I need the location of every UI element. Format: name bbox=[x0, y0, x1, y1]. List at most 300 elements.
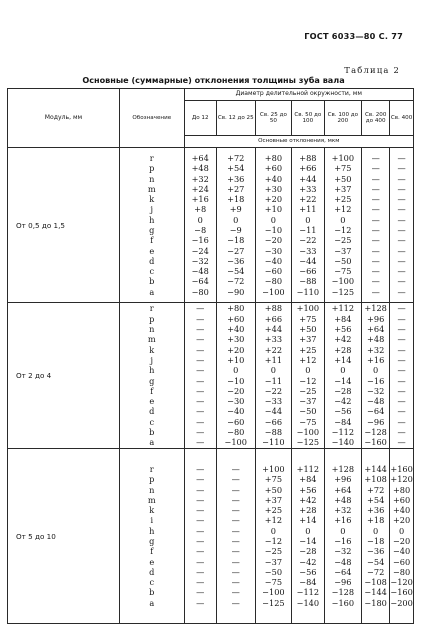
designation: m bbox=[147, 494, 156, 505]
deviation-value: −75 bbox=[264, 577, 283, 588]
deviation-value: +36 bbox=[227, 173, 245, 184]
designation: b bbox=[149, 276, 155, 287]
deviation-value: — bbox=[397, 204, 406, 215]
deviation-value: +42 bbox=[299, 494, 317, 505]
deviation-value: — bbox=[397, 385, 406, 396]
deviation-value: −160 bbox=[390, 587, 413, 598]
deviation-value: −128 bbox=[364, 426, 387, 437]
deviation-value: +128 bbox=[331, 463, 355, 474]
deviation-value: +48 bbox=[334, 494, 352, 505]
deviation-value: — bbox=[397, 286, 406, 297]
deviation-value: 0 bbox=[340, 365, 346, 376]
deviation-value: −32 bbox=[334, 546, 352, 557]
deviation-value: — bbox=[371, 235, 380, 246]
deviation-value: −64 bbox=[334, 566, 352, 577]
deviation-value: −24 bbox=[191, 245, 209, 256]
deviation-value: −12 bbox=[334, 225, 352, 235]
deviation-value: −44 bbox=[264, 406, 283, 417]
deviation-value: — bbox=[231, 515, 240, 526]
deviation-value: +20 bbox=[392, 515, 411, 526]
deviation-value: +72 bbox=[367, 484, 385, 495]
deviation-value: +60 bbox=[227, 313, 245, 324]
deviation-value: — bbox=[397, 194, 406, 205]
deviation-value: −25 bbox=[264, 546, 283, 557]
deviation-value: +100 bbox=[331, 152, 355, 163]
deviation-value: +28 bbox=[334, 344, 352, 355]
deviation-value: +128 bbox=[364, 303, 387, 314]
deviation-value: — bbox=[371, 286, 380, 297]
deviation-value: −140 bbox=[331, 437, 355, 448]
designation: h bbox=[149, 365, 155, 376]
deviation-value: −36 bbox=[367, 546, 385, 557]
deviation-value: — bbox=[397, 354, 406, 365]
deviation-value: +25 bbox=[264, 505, 283, 516]
deviation-value: +56 bbox=[334, 324, 352, 335]
deviation-table bbox=[7, 88, 414, 624]
designation: c bbox=[149, 416, 155, 427]
deviation-value: — bbox=[196, 396, 205, 407]
deviation-value: +44 bbox=[264, 324, 283, 335]
deviation-value: −80 bbox=[191, 286, 209, 297]
deviation-value: — bbox=[231, 484, 240, 495]
deviation-value: −40 bbox=[264, 255, 283, 266]
deviation-value: −20 bbox=[227, 385, 245, 396]
designation: r bbox=[149, 303, 154, 314]
deviation-value: −88 bbox=[299, 276, 317, 287]
deviation-value: −28 bbox=[334, 385, 352, 396]
designation: n bbox=[149, 173, 155, 184]
designation: h bbox=[149, 525, 155, 536]
deviation-value: −112 bbox=[331, 426, 355, 437]
deviation-value: — bbox=[397, 334, 406, 345]
deviation-value: +64 bbox=[334, 484, 352, 495]
deviation-value: −88 bbox=[264, 426, 283, 437]
deviation-value: +12 bbox=[264, 515, 283, 526]
deviation-value: −56 bbox=[334, 406, 352, 417]
deviation-value: +88 bbox=[299, 152, 317, 163]
deviation-value: −112 bbox=[296, 587, 320, 598]
deviation-value: +42 bbox=[334, 334, 352, 345]
deviation-value: — bbox=[397, 163, 406, 174]
deviation-value: +50 bbox=[264, 484, 283, 495]
deviation-value: — bbox=[196, 494, 205, 505]
deviation-value: −11 bbox=[264, 375, 283, 386]
deviation-value: −42 bbox=[299, 556, 317, 567]
module-range: От 2 до 4 bbox=[8, 303, 120, 449]
designation: f bbox=[150, 235, 154, 246]
deviation-value: — bbox=[196, 463, 205, 474]
designation: d bbox=[149, 255, 155, 266]
deviation-value: +72 bbox=[227, 152, 245, 163]
deviation-value: −66 bbox=[264, 416, 283, 427]
deviation-value: — bbox=[371, 214, 380, 225]
header-range: Св. 25 до 50 bbox=[255, 101, 292, 136]
designation: g bbox=[149, 536, 155, 546]
deviation-value: +100 bbox=[262, 463, 285, 474]
designation: r bbox=[149, 152, 154, 163]
deviation-value: −200 bbox=[390, 597, 413, 608]
deviation-value: −100 bbox=[331, 276, 355, 287]
deviation-value: +64 bbox=[367, 324, 385, 335]
deviation-value: — bbox=[231, 577, 240, 588]
deviation-value: −14 bbox=[334, 375, 352, 386]
deviation-value: −144 bbox=[364, 587, 387, 598]
deviation-value: +22 bbox=[264, 344, 283, 355]
deviation-value: +30 bbox=[227, 334, 245, 345]
deviation-value: — bbox=[196, 525, 205, 536]
deviation-value: — bbox=[371, 245, 380, 256]
deviation-value: −96 bbox=[334, 577, 352, 588]
deviation-value: +40 bbox=[227, 324, 245, 335]
deviation-value: −84 bbox=[334, 416, 352, 427]
deviation-value: — bbox=[397, 375, 406, 386]
designation: k bbox=[149, 194, 155, 205]
deviation-value: — bbox=[231, 505, 240, 516]
deviation-value: +50 bbox=[299, 324, 317, 335]
designation: r bbox=[149, 463, 154, 474]
deviation-value: +33 bbox=[299, 183, 317, 194]
deviation-value: 0 bbox=[305, 214, 311, 225]
deviation-value: — bbox=[231, 597, 240, 608]
deviation-value: −9 bbox=[229, 225, 242, 235]
designation: m bbox=[147, 183, 156, 194]
deviation-value: −16 bbox=[191, 235, 209, 246]
designation: p bbox=[149, 163, 155, 174]
deviation-value: −16 bbox=[334, 536, 352, 546]
deviation-value: +16 bbox=[334, 515, 352, 526]
deviation-value: — bbox=[231, 474, 240, 485]
deviation-value: −80 bbox=[264, 276, 283, 287]
deviation-column bbox=[362, 148, 390, 303]
deviation-value: −32 bbox=[191, 255, 209, 266]
deviation-value: −33 bbox=[264, 396, 283, 407]
designation: j bbox=[150, 204, 154, 215]
deviation-value: — bbox=[397, 426, 406, 437]
deviation-value: +14 bbox=[299, 515, 317, 526]
deviation-value: −18 bbox=[227, 235, 245, 246]
deviation-value: — bbox=[397, 406, 406, 417]
deviation-value: +10 bbox=[227, 354, 245, 365]
designation: f bbox=[150, 385, 154, 396]
deviation-column bbox=[390, 148, 414, 303]
deviation-value: −48 bbox=[334, 556, 352, 567]
deviation-value: +160 bbox=[390, 463, 413, 474]
deviation-column bbox=[324, 449, 362, 624]
deviation-value: 0 bbox=[340, 214, 346, 225]
deviation-value: −100 bbox=[262, 286, 285, 297]
header-range: Св. 100 до 200 bbox=[324, 101, 362, 136]
deviation-value: — bbox=[397, 183, 406, 194]
deviation-value: 0 bbox=[398, 525, 405, 536]
deviation-value: — bbox=[371, 183, 380, 194]
deviation-value: 0 bbox=[270, 214, 277, 225]
deviation-value: +54 bbox=[227, 163, 245, 174]
deviation-value: −140 bbox=[296, 597, 320, 608]
deviation-value: — bbox=[196, 324, 205, 335]
deviation-value: +18 bbox=[367, 515, 385, 526]
designation: e bbox=[149, 556, 155, 567]
deviation-value: −20 bbox=[392, 536, 411, 546]
deviation-value: — bbox=[196, 556, 205, 567]
deviation-value: +37 bbox=[299, 334, 317, 345]
designation: g bbox=[149, 225, 155, 235]
module-range: От 5 до 10 bbox=[8, 449, 120, 624]
deviation-value: — bbox=[196, 437, 205, 448]
designation: d bbox=[149, 406, 155, 417]
deviation-value: — bbox=[371, 194, 380, 205]
deviation-value: +84 bbox=[334, 313, 352, 324]
deviation-value: −10 bbox=[264, 225, 283, 235]
deviation-value: 0 bbox=[233, 365, 239, 376]
deviation-value: −10 bbox=[227, 375, 245, 386]
deviation-value: −80 bbox=[392, 566, 411, 577]
table-number: Таблица 2 bbox=[344, 65, 400, 75]
deviation-value: −27 bbox=[227, 245, 245, 256]
deviation-value: +8 bbox=[194, 204, 207, 215]
deviation-value: −56 bbox=[299, 566, 317, 577]
header-range: До 12 bbox=[184, 101, 216, 136]
deviation-value: +75 bbox=[264, 474, 283, 485]
deviation-value: — bbox=[397, 266, 406, 277]
deviation-value: +96 bbox=[334, 474, 352, 485]
deviation-value: −48 bbox=[367, 396, 385, 407]
deviation-value: −100 bbox=[262, 587, 285, 598]
deviation-value: 0 bbox=[233, 214, 239, 225]
deviation-value: — bbox=[231, 463, 240, 474]
deviation-value: +25 bbox=[299, 344, 317, 355]
designation: n bbox=[149, 484, 155, 495]
deviation-value: 0 bbox=[373, 365, 379, 376]
deviation-value: −20 bbox=[264, 235, 283, 246]
deviation-value: — bbox=[196, 546, 205, 557]
deviation-column bbox=[184, 148, 216, 303]
deviation-value: +9 bbox=[229, 204, 242, 215]
deviation-column bbox=[292, 449, 324, 624]
deviation-value: −32 bbox=[367, 385, 385, 396]
deviation-value: — bbox=[196, 597, 205, 608]
deviation-value: — bbox=[397, 365, 406, 376]
deviation-column bbox=[255, 148, 292, 303]
module-group-row bbox=[8, 449, 414, 624]
header-diameter: Диаметр делительной окружности, мм bbox=[184, 89, 413, 101]
designation: g bbox=[149, 375, 155, 386]
designation: e bbox=[149, 245, 155, 256]
deviation-value: −22 bbox=[299, 235, 317, 246]
deviation-value: — bbox=[371, 152, 380, 163]
deviation-value: −37 bbox=[299, 396, 317, 407]
deviation-value: −14 bbox=[299, 536, 317, 546]
deviation-value: — bbox=[397, 324, 406, 335]
deviation-value: — bbox=[196, 385, 205, 396]
deviation-value: −160 bbox=[364, 437, 387, 448]
deviation-value: +80 bbox=[264, 152, 283, 163]
deviation-value: — bbox=[397, 344, 406, 355]
deviation-value: +50 bbox=[334, 173, 352, 184]
deviation-value: −75 bbox=[334, 266, 352, 277]
designation: a bbox=[149, 597, 155, 608]
deviation-value: — bbox=[397, 416, 406, 427]
deviation-value: — bbox=[397, 152, 406, 163]
designation: c bbox=[149, 577, 155, 588]
designation: h bbox=[149, 214, 155, 225]
deviation-value: — bbox=[196, 375, 205, 386]
deviation-value: 0 bbox=[197, 214, 203, 225]
deviation-value: +112 bbox=[296, 463, 320, 474]
designation: a bbox=[149, 437, 155, 448]
deviation-value: −22 bbox=[264, 385, 283, 396]
designation-list bbox=[119, 303, 184, 449]
deviation-value: — bbox=[196, 313, 205, 324]
deviation-value: −96 bbox=[367, 416, 385, 427]
deviation-value: — bbox=[196, 484, 205, 495]
deviation-value: — bbox=[231, 536, 240, 546]
deviation-value: — bbox=[397, 173, 406, 184]
deviation-column bbox=[184, 303, 216, 449]
deviation-value: −28 bbox=[299, 546, 317, 557]
designation: a bbox=[149, 286, 155, 297]
deviation-column bbox=[216, 148, 255, 303]
deviation-value: −128 bbox=[331, 587, 355, 598]
deviation-value: — bbox=[397, 396, 406, 407]
header-deviations: Основные отклонения, мкм bbox=[184, 136, 413, 148]
deviation-value: −110 bbox=[262, 437, 285, 448]
designation: j bbox=[150, 354, 154, 365]
header-range: Св. 200 до 400 bbox=[362, 101, 390, 136]
deviation-value: — bbox=[196, 587, 205, 598]
designation: b bbox=[149, 426, 155, 437]
deviation-value: −66 bbox=[299, 266, 317, 277]
deviation-value: +40 bbox=[392, 505, 411, 516]
deviation-value: +80 bbox=[392, 484, 411, 495]
deviation-value: — bbox=[397, 303, 406, 314]
deviation-value: +33 bbox=[264, 334, 283, 345]
deviation-value: — bbox=[196, 536, 205, 546]
deviation-value: +96 bbox=[367, 313, 385, 324]
deviation-value: +75 bbox=[334, 163, 352, 174]
deviation-value: +11 bbox=[264, 354, 283, 365]
deviation-value: +88 bbox=[264, 303, 283, 314]
deviation-value: −50 bbox=[264, 566, 283, 577]
designation: d bbox=[149, 566, 155, 577]
module-group-row bbox=[8, 303, 414, 449]
deviation-value: +28 bbox=[299, 505, 317, 516]
deviation-value: +20 bbox=[227, 344, 245, 355]
deviation-value: +37 bbox=[264, 494, 283, 505]
deviation-value: — bbox=[196, 566, 205, 577]
deviation-value: — bbox=[371, 225, 380, 235]
deviation-value: −18 bbox=[367, 536, 385, 546]
deviation-column bbox=[362, 449, 390, 624]
deviation-value: −37 bbox=[264, 556, 283, 567]
deviation-value: +100 bbox=[296, 303, 320, 314]
deviation-column bbox=[390, 449, 414, 624]
table-caption: Основные (суммарные) отклонения толщины зуба вала bbox=[82, 75, 345, 85]
designation: n bbox=[149, 324, 155, 335]
deviation-value: — bbox=[196, 474, 205, 485]
deviation-value: −110 bbox=[296, 286, 320, 297]
deviation-value: −84 bbox=[299, 577, 317, 588]
deviation-value: −48 bbox=[191, 266, 209, 277]
deviation-value: — bbox=[397, 255, 406, 266]
deviation-value: −60 bbox=[227, 416, 245, 427]
deviation-value: +54 bbox=[367, 494, 385, 505]
deviation-value: +16 bbox=[367, 354, 385, 365]
header-range: Св. 50 до 100 bbox=[292, 101, 324, 136]
deviation-value: — bbox=[371, 204, 380, 215]
deviation-value: +12 bbox=[299, 354, 317, 365]
deviation-value: +27 bbox=[227, 183, 245, 194]
deviation-value: — bbox=[397, 313, 406, 324]
deviation-value: +56 bbox=[299, 484, 317, 495]
deviation-column bbox=[362, 303, 390, 449]
deviation-value: +48 bbox=[191, 163, 209, 174]
deviation-value: — bbox=[397, 245, 406, 256]
deviation-value: +32 bbox=[191, 173, 209, 184]
designation-list bbox=[119, 148, 184, 303]
deviation-value: −40 bbox=[392, 546, 411, 557]
deviation-column bbox=[292, 148, 324, 303]
deviation-value: — bbox=[371, 266, 380, 277]
deviation-value: +11 bbox=[299, 204, 317, 215]
deviation-value: — bbox=[196, 416, 205, 427]
deviation-value: +16 bbox=[191, 194, 209, 205]
deviation-value: −37 bbox=[334, 245, 352, 256]
deviation-value: — bbox=[397, 276, 406, 287]
deviation-value: +32 bbox=[334, 505, 352, 516]
deviation-value: −125 bbox=[262, 597, 285, 608]
deviation-value: +14 bbox=[334, 354, 352, 365]
deviation-value: +37 bbox=[334, 183, 352, 194]
deviation-value: +48 bbox=[367, 334, 385, 345]
deviation-value: — bbox=[196, 344, 205, 355]
deviation-value: −108 bbox=[364, 577, 387, 588]
deviation-value: −60 bbox=[264, 266, 283, 277]
deviation-value: −12 bbox=[264, 536, 283, 546]
deviation-value: −72 bbox=[227, 276, 245, 287]
deviation-value: +64 bbox=[191, 152, 209, 163]
deviation-value: −36 bbox=[227, 255, 245, 266]
deviation-value: −30 bbox=[264, 245, 283, 256]
deviation-value: — bbox=[231, 525, 240, 536]
deviation-column bbox=[324, 148, 362, 303]
deviation-value: −25 bbox=[334, 235, 352, 246]
header-module: Модуль, мм bbox=[8, 89, 120, 148]
designation: i bbox=[150, 515, 154, 526]
deviation-value: −54 bbox=[367, 556, 385, 567]
deviation-value: +66 bbox=[299, 163, 317, 174]
deviation-value: −125 bbox=[331, 286, 355, 297]
deviation-value: — bbox=[371, 255, 380, 266]
deviation-value: −33 bbox=[299, 245, 317, 256]
deviation-column bbox=[390, 303, 414, 449]
designation: f bbox=[150, 546, 154, 557]
deviation-value: 0 bbox=[270, 525, 277, 536]
deviation-value: −30 bbox=[227, 396, 245, 407]
deviation-value: −64 bbox=[367, 406, 385, 417]
deviation-value: 0 bbox=[305, 525, 311, 536]
deviation-value: −44 bbox=[299, 255, 317, 266]
deviation-value: — bbox=[397, 235, 406, 246]
deviation-value: −50 bbox=[299, 406, 317, 417]
deviation-value: +24 bbox=[191, 183, 209, 194]
header-range: Св. 12 до 25 bbox=[216, 101, 255, 136]
deviation-value: — bbox=[231, 546, 240, 557]
deviation-value: — bbox=[196, 577, 205, 588]
designation: k bbox=[149, 505, 155, 516]
deviation-value: −120 bbox=[390, 577, 413, 588]
deviation-value: — bbox=[371, 276, 380, 287]
deviation-value: +144 bbox=[364, 463, 387, 474]
